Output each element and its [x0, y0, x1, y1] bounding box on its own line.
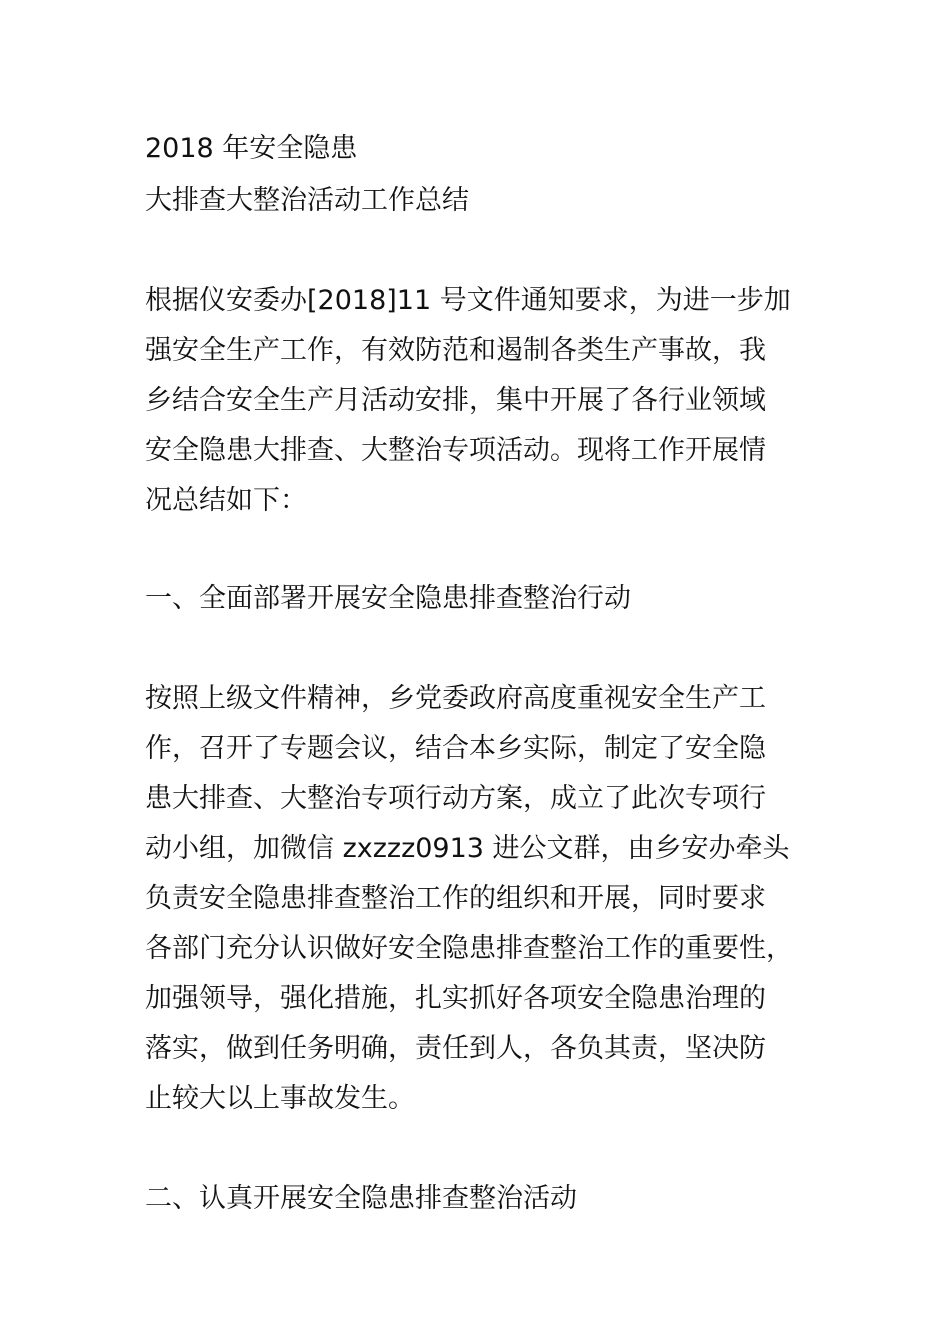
paragraph-line: 负责安全隐患排查整治工作的组织和开展，同时要求 — [145, 883, 766, 914]
paragraph-line: 按照上级文件精神，乡党委政府高度重视安全生产工 — [145, 683, 766, 714]
intro-paragraph — [145, 276, 825, 526]
paragraph-line: 乡结合安全生产月活动安排，集中开展了各行业领域 — [145, 385, 766, 416]
section-1-heading: 一、全面部署开展安全隐患排查整治行动 — [145, 583, 631, 614]
paragraph-line: 动小组，加微信 zxzzz0913 进公文群，由乡安办牵头 — [145, 833, 790, 864]
paragraph-line: 加强领导，强化措施，扎实抓好各项安全隐患治理的 — [145, 983, 766, 1014]
paragraph-line: 止较大以上事故发生。 — [145, 1083, 415, 1114]
paragraph-line: 落实，做到任务明确，责任到人，各负其责，坚决防 — [145, 1033, 766, 1064]
paragraph-line: 况总结如下： — [145, 485, 307, 516]
title-line-1: 2018 年安全隐患 — [145, 133, 358, 164]
paragraph-line: 强安全生产工作，有效防范和遏制各类生产事故，我 — [145, 335, 766, 366]
paragraph-line: 根据仪安委办[2018]11 号文件通知要求，为进一步加 — [145, 285, 791, 316]
title-line-2: 大排查大整治活动工作总结 — [145, 185, 469, 216]
section-2-heading: 二、认真开展安全隐患排查整治活动 — [145, 1183, 577, 1214]
paragraph-line: 安全隐患大排查、大整治专项活动。现将工作开展情 — [145, 435, 766, 466]
paragraph-line: 患大排查、大整治专项行动方案，成立了此次专项行 — [145, 783, 766, 814]
paragraph-line: 各部门充分认识做好安全隐患排查整治工作的重要性， — [145, 933, 793, 964]
section-1-paragraph — [145, 674, 825, 1124]
paragraph-line: 作，召开了专题会议，结合本乡实际，制定了安全隐 — [145, 733, 766, 764]
